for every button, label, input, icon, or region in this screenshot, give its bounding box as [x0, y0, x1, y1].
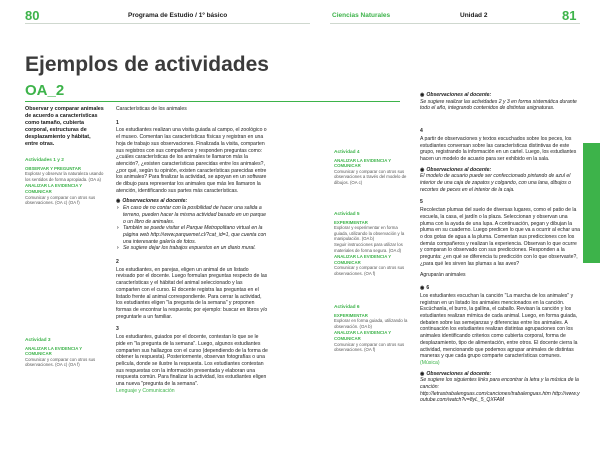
notes-title: Observaciones al docente:	[122, 198, 188, 205]
skill-text: Comunicar y comparar con otros sus observaciones. (OA c) (OA f)	[25, 194, 96, 206]
teacher-notes-2	[420, 92, 580, 112]
column-2	[420, 92, 580, 404]
notes-title: Observaciones al docente:	[426, 166, 492, 173]
activity-label: Actividades 1 y 2	[25, 158, 64, 163]
note-icon: ◉	[420, 92, 425, 98]
activity-1-text: Los estudiantes realizan una visita guiada al campo, el zoológico o el museo. Comentan las características físicas y registran en una hoja de trabajo sus observaciones. Finalizada la visita, comparten sus registros con sus compañeros y responden preguntas como: ¿cuáles características de los animales te llamaron más la atención?, ¿existen características parecidas entre los animales?, ¿por qué, según tu opinión, existen características parecidas entre los animales? Para finalizar la actividad, se apoyan en un software de dibujo para representar los animales que más les llamaron la atención, identificando sus partes más características.	[116, 127, 267, 194]
activity-number: 5	[420, 199, 423, 206]
notes-item: › Se sugiere dejar los trabajos expuestos en un diario mural.	[116, 245, 268, 252]
notes-title: Observaciones al docente:	[426, 92, 492, 98]
sidebar-activity-4	[334, 150, 409, 186]
oa-divider	[25, 101, 400, 102]
note-icon: ◉	[420, 166, 425, 173]
activity-3-text: Los estudiantes, guiados por el docente, contestan lo que se le pide en "la pregunta de la semana". Luego, algunos estudiantes comparten sus hallazgos con el curso (dependiendo de la forma de obtener la respuesta). Posteriormente, observan fotografías o una película, donde se ilustre la respuesta. Los estudiantes contestan sus respuestas con la información presentada y elaboran una respuesta común. Para finalizar la actividad, los estudiantes eligen una nueva "pregunta de la semana".	[116, 334, 268, 388]
activity-6-body: Los estudiantes escuchan la canción "La marcha de los animales" y registran en un listado los animales mencionados en la canción. Escúchanla, el burro, la gallina, el caballo. Revisan la canción y los estudiantes realizan mímica de cada animal. Luego, en forma guiada, debaten sobre las semejanzas y diferencias entre los animales. A continuación los estudiantes realizan distintas agrupaciones con los animales identificando criterios como cubierta corporal, forma de desplazamiento, tipo de alimentación, entre otros. El docente cierra la actividad, mencionando que podemos agrupar animales de distintas maneras y que cada grupo comparte características comunes.	[420, 292, 578, 360]
note-icon: ◉	[420, 285, 425, 292]
oa-heading: OA_2	[25, 82, 65, 99]
skill-caption: ANALIZAR LA EVIDENCIA Y COMUNICAR	[334, 157, 392, 169]
skill-text: Comunicar y comparar con otros sus observaciones. (OA f)	[334, 265, 405, 276]
links-text[interactable]: http://letrastrabalenguas.com/canciones/trabalenguas.htm http://www.youtube.com/watch?v=8yL_5_QXFAM	[420, 390, 580, 404]
notes-item: › También se puede visitar el Parque Metropolitano virtual en la página web http://www.parquemet.cl/?cat_id=1, que cuenta con una interesante galería de fotos.	[116, 225, 268, 245]
activity-5-text: Recolectan plumas del suelo de diversas lugares, como el patio de la escuela, la casa, el jardín o la plaza. Seleccionan y observan una pluma con la ayuda de una lupa. A continuación, pegan y dibujan la pluma en su cuaderno. Luego predicen lo que va a ocurrir al echar una o dos gotas de agua a la pluma. Comentan sus predicciones con los demás compañeros y realizan la experiencia. Observan lo que ocurre y comparan lo observado con sus predicciones. Responden a la pregunta: ¿en qué se diferencia tu predicción con lo que observaste?, ¿para qué les sirven las plumas a las aves?	[420, 207, 580, 267]
subject-link[interactable]: (Música)	[420, 359, 440, 366]
activity-label: Actividad 5	[334, 212, 360, 217]
activity-number: 2	[116, 259, 119, 266]
skill-text: Explorar en forma guiada, utilizando la observación. (OA b)	[334, 318, 408, 329]
page-title: Ejemplos de actividades	[25, 53, 269, 76]
skill-caption: ANALIZAR LA EVIDENCIA Y COMUNICAR	[25, 345, 83, 357]
activity-number: 1	[116, 119, 119, 126]
sidebar-activity-6	[334, 305, 409, 353]
page-header	[0, 0, 600, 22]
skill-caption: EXPERIMENTAR	[334, 219, 368, 225]
page-edge-tab	[583, 143, 600, 263]
teacher-notes-3	[420, 167, 580, 194]
activity-label: Actividad 3	[25, 338, 51, 343]
column-1	[116, 106, 268, 394]
notes-list	[116, 205, 268, 252]
activity-label: Actividad 6	[334, 305, 360, 310]
unit-title: Unidad 2	[460, 12, 488, 19]
activity-4-text: A partir de observaciones y textos escuchados sobre los peces, los estudiantes conversan sobre las características distintivas de este grupo, registrando la información en un cartel. Luego, los estudiantes hacen un modelo de acuario para ser exhibido en la sala.	[420, 135, 577, 162]
skill-caption: ANALIZAR LA EVIDENCIA Y COMUNICAR	[334, 330, 392, 341]
skill-text: Explorar y experimentar en forma guiada, utilizando la observación y la manipulación. (OA b)	[334, 225, 405, 242]
activity-6-text	[420, 293, 580, 367]
note-icon: ◉	[116, 198, 121, 205]
page-number-left: 80	[25, 8, 40, 23]
notes-title: Observaciones al docente:	[426, 370, 492, 377]
skill-text: Explorar y observar la naturaleza usando los sentidos de forma apropiada. (OA a)	[25, 171, 104, 182]
skill-text: Comunicar y comparar con otros sus observaciones a través del modelo de dibujos. (OA c)	[334, 168, 407, 185]
header-divider-left	[25, 23, 310, 24]
sidebar-activity-3	[25, 338, 107, 368]
skill-caption: ANALIZAR LA EVIDENCIA Y COMUNICAR	[334, 254, 392, 265]
notes-item: › En caso de no contar con la posibilidad de hacer una salida a terreno, pueden hacer la misma actividad basado en un parque o un libro de animales.	[116, 205, 268, 225]
activity-number: 3	[116, 326, 119, 333]
section-subtitle: Agruparán animales	[420, 272, 466, 279]
activity-number: 4	[420, 128, 423, 135]
skill-text: Comunicar y comparar con otros sus observaciones. (OA f)	[334, 341, 405, 353]
skill-text: Comunicar y comparar con otros sus observaciones. (OA c) (OA f)	[25, 356, 96, 368]
subject-title: Ciencias Naturales	[332, 12, 391, 19]
notes-text: Se sugiere realizar las actividades 2 y 3 en forma sistemática durante todo el año, integrando contenidos de distintas asignaturas.	[420, 98, 577, 112]
page-number-right: 81	[562, 8, 577, 23]
activity-2-text: Los estudiantes, en parejas, eligen un animal de un listado revisado por el docente. Luego formulan preguntas respecto de las características y el hábitat del animal seleccionado y las comparten con el curso. El docente registra las preguntas en el listado frente al animal correspondiente. Para cerrar la actividad, los estudiantes eligen "la pregunta de la semana" y proponen formas de encontrar la respuesta; por ejemplo: buscar en libros y/o preguntarle a un familiar.	[116, 266, 268, 320]
activity-label: Actividad 4	[334, 150, 360, 155]
section-subtitle: Características de los animales	[116, 106, 187, 112]
subject-link[interactable]: Lenguaje y Comunicación	[116, 387, 175, 394]
skill-caption: OBSERVAR Y PREGUNTAR	[25, 165, 81, 171]
skill-caption: EXPERIMENTAR	[334, 312, 368, 318]
notes-text: Se sugiere los siguientes links para encontrar la letra y la música de la canción:	[420, 377, 579, 391]
sidebar-activity-5	[334, 212, 409, 277]
notes-text: El modelo de acuario puede ser confeccionado pintando de azul el interior de una caja de zapatos y colgando, con una lana, dibujos o recortes de peces en el interior de la caja.	[420, 173, 571, 193]
note-icon: ◉	[420, 370, 425, 377]
skill-text: Seguir instrucciones para utilizar los materiales de forma segura. (OA d)	[334, 241, 403, 253]
teacher-notes-4	[420, 371, 580, 405]
activity-number: 6	[426, 285, 430, 292]
sidebar-activities-1-2	[25, 158, 107, 206]
oa-intro: Observar y comparar animales de acuerdo a características como tamaño, cubierta corporal, estructuras de desplazamiento y hábitat, entre otras.	[25, 106, 104, 147]
header-divider-right	[330, 23, 580, 24]
teacher-notes-1	[116, 198, 268, 252]
program-title: Programa de Estudio / 1º básico	[128, 12, 228, 19]
skill-caption: ANALIZAR LA EVIDENCIA Y COMUNICAR	[25, 183, 83, 194]
